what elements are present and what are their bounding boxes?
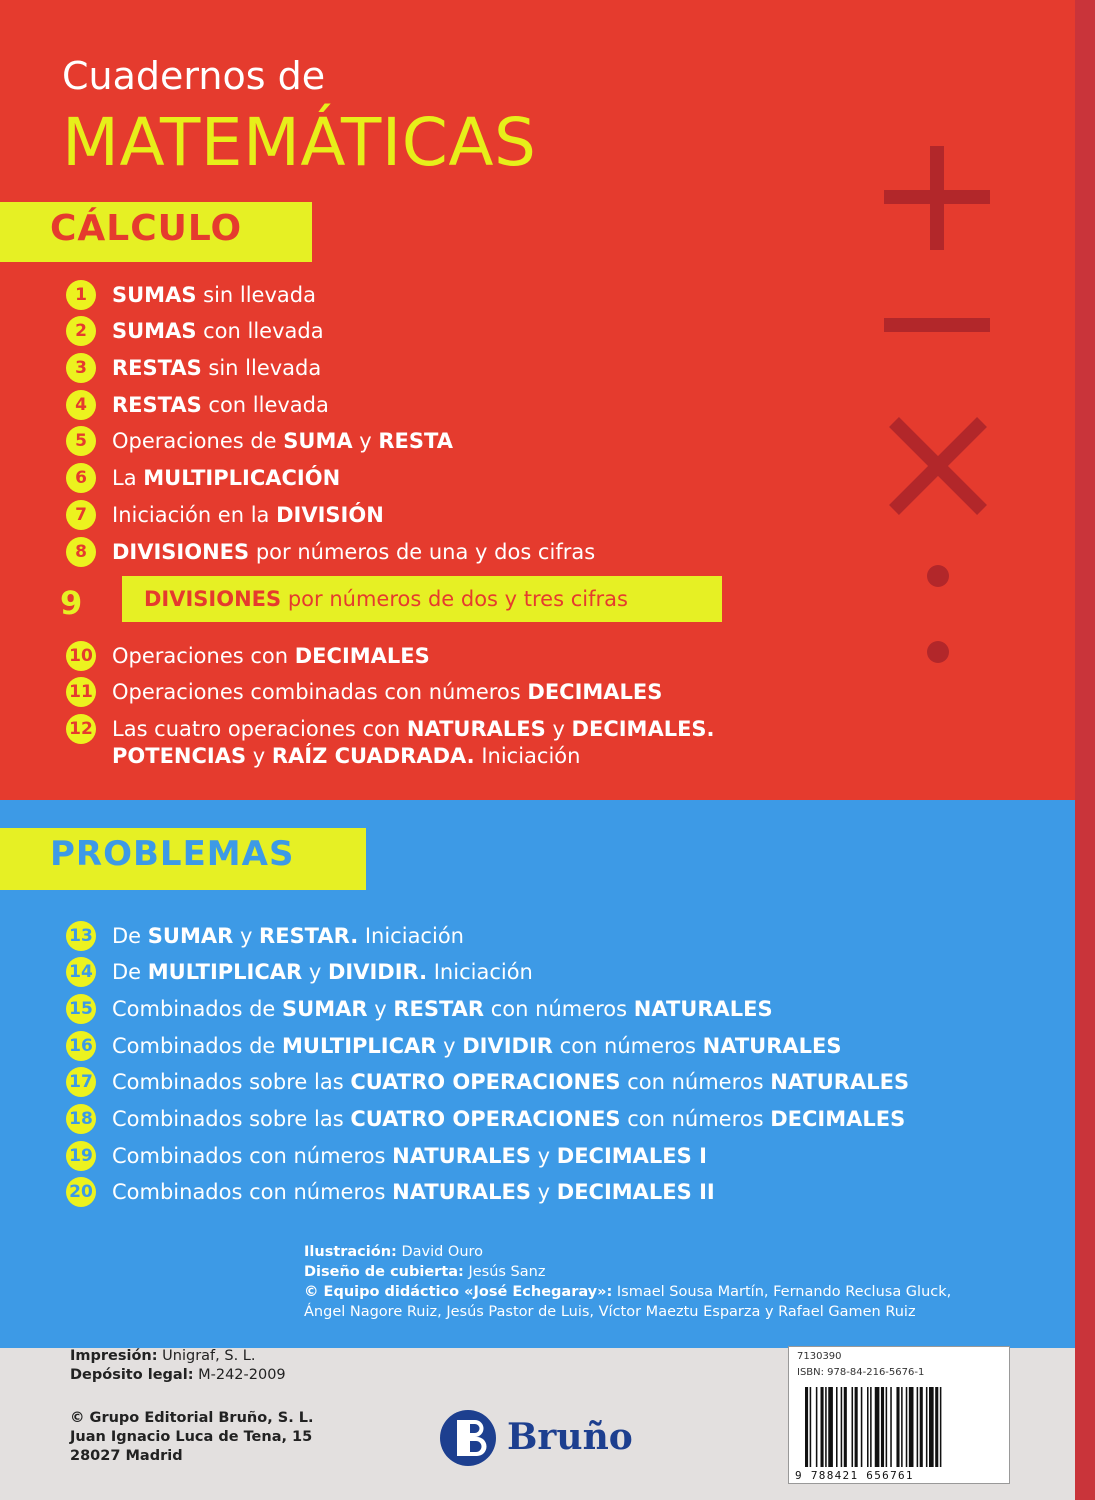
item-bold: MULTIPLICAR <box>282 1034 437 1058</box>
item-bold2: RESTA <box>378 429 453 453</box>
item-12-line2 <box>112 744 580 768</box>
barcode-bar <box>852 1387 854 1467</box>
list-item <box>66 957 533 987</box>
credit-team <box>304 1282 951 1302</box>
item-number-badge: 8 <box>66 537 96 567</box>
line2-bold2: RAÍZ CUADRADA. <box>271 744 475 768</box>
barcode-bar <box>810 1387 812 1467</box>
item-mid: y <box>367 997 394 1021</box>
highlight-text <box>144 587 628 611</box>
barcode-bar <box>940 1387 942 1467</box>
item-pre: Combinados sobre las <box>112 1107 351 1131</box>
item-bold: SUMAS <box>112 283 197 307</box>
item-pre: Operaciones combinadas con números <box>112 680 528 704</box>
problemas-label: PROBLEMAS <box>0 828 366 890</box>
item-number-badge: 13 <box>66 921 96 951</box>
item-mid: y <box>530 1144 557 1168</box>
highlight-item <box>122 576 722 622</box>
item-number-badge: 4 <box>66 390 96 420</box>
item-number-badge: 6 <box>66 463 96 493</box>
barcode-bar <box>867 1387 869 1467</box>
deposito-value: M-242-2009 <box>193 1367 286 1383</box>
list-item <box>66 316 324 346</box>
list-item <box>66 994 773 1024</box>
item-bold: SUMAR <box>282 997 368 1021</box>
deposito-label: Depósito legal: <box>70 1367 194 1383</box>
item-bold3: NATURALES <box>702 1034 842 1058</box>
item-12-line2-text <box>112 744 580 768</box>
item-number-badge: 16 <box>66 1031 96 1061</box>
item-bold: CUATRO OPERACIONES <box>350 1107 621 1131</box>
impresion <box>70 1347 286 1366</box>
item-pre: Combinados sobre las <box>112 1070 351 1094</box>
list-item <box>66 353 321 383</box>
series-title: MATEMÁTICAS <box>62 104 537 181</box>
design-value: Jesús Sanz <box>463 1264 546 1280</box>
item-text <box>112 429 453 453</box>
item-bold: DECIMALES <box>294 644 430 668</box>
item-pre: De <box>112 924 148 948</box>
item-bold3: DECIMALES <box>770 1107 906 1131</box>
item-pre: Las cuatro operaciones con <box>112 717 407 741</box>
list-item <box>66 390 329 420</box>
item-rest: con números <box>620 1070 771 1094</box>
item-bold: RESTAS <box>112 356 202 380</box>
item-pre: Combinados de <box>112 1034 283 1058</box>
item-bold2: DECIMALES I <box>556 1144 707 1168</box>
item-text <box>112 997 773 1021</box>
item-rest: con números <box>484 997 634 1021</box>
item-mid: y <box>545 717 572 741</box>
item-number-badge: 2 <box>66 316 96 346</box>
illus-value: David Ouro <box>396 1244 484 1260</box>
item-number-badge: 17 <box>66 1067 96 1097</box>
item-bold: CUATRO OPERACIONES <box>350 1070 621 1094</box>
item-bold2: DIVIDIR <box>462 1034 553 1058</box>
item-pre: Combinados con números <box>112 1144 393 1168</box>
item-bold: NATURALES <box>392 1180 531 1204</box>
item-rest: con números <box>552 1034 703 1058</box>
item-text <box>112 540 595 564</box>
item-text <box>112 319 324 343</box>
times-icon <box>894 422 982 510</box>
item-bold: DIVISIONES <box>112 540 250 564</box>
credit-design <box>304 1262 951 1282</box>
item-bold3: NATURALES <box>633 997 773 1021</box>
item-bold: MULTIPLICACIÓN <box>143 466 341 490</box>
item-text <box>112 283 316 307</box>
item-rest: sin llevada <box>196 283 316 307</box>
item-bold: SUMAR <box>147 924 234 948</box>
barcode-bar <box>841 1387 843 1467</box>
item-number-badge: 18 <box>66 1104 96 1134</box>
book-spine <box>1075 0 1095 1500</box>
item-bold2: DIVIDIR. <box>327 960 428 984</box>
minus-icon <box>884 318 990 332</box>
item-number-badge: 19 <box>66 1141 96 1171</box>
item-rest: con llevada <box>196 319 324 343</box>
item-mid: y <box>233 924 260 948</box>
item-pre: Combinados con números <box>112 1180 393 1204</box>
bruno-logo-icon <box>437 1402 499 1472</box>
barcode-bar <box>870 1387 872 1467</box>
barcode-icon <box>805 1387 995 1469</box>
line2-rest: Iniciación <box>474 744 581 768</box>
item-text <box>112 503 384 527</box>
series-pretitle: Cuadernos de <box>62 54 326 98</box>
list-item <box>66 500 384 530</box>
isbn-internal-code: 7130390 <box>797 1351 842 1362</box>
item-text <box>112 1034 842 1058</box>
list-item <box>66 1141 707 1171</box>
barcode-bar <box>825 1387 827 1467</box>
print-info <box>70 1347 286 1385</box>
list-item <box>66 1104 905 1134</box>
barcode-bar <box>920 1387 923 1467</box>
barcode-bar <box>886 1387 888 1467</box>
calculo-label: CÁLCULO <box>0 202 312 262</box>
line2-mid: y <box>246 744 272 768</box>
barcode-bar <box>861 1387 863 1467</box>
list-item <box>66 463 340 493</box>
item-pre: Operaciones de <box>112 429 284 453</box>
team-label: © Equipo didáctico «José Echegaray»: <box>304 1284 613 1300</box>
barcode-bar <box>821 1387 824 1467</box>
list-item <box>66 677 662 707</box>
barcode-bar <box>890 1387 892 1467</box>
barcode-bar <box>909 1387 914 1467</box>
item-bold2: RESTAR <box>393 997 485 1021</box>
list-item <box>66 426 453 456</box>
list-item <box>66 1177 715 1207</box>
item-pre: Combinados de <box>112 997 283 1021</box>
barcode-bar <box>935 1387 938 1467</box>
isbn-number: ISBN: 978-84-216-5676-1 <box>797 1367 925 1378</box>
item-number-badge: 11 <box>66 677 96 707</box>
list-item <box>66 537 595 567</box>
item-mid: y <box>302 960 328 984</box>
barcode-bar <box>901 1387 903 1467</box>
barcode-bar <box>844 1387 847 1467</box>
plus-icon <box>884 146 990 250</box>
list-item <box>66 1031 842 1061</box>
item-number-badge: 12 <box>66 714 96 744</box>
highlight-number: 9 <box>60 584 83 622</box>
item-bold2: DECIMALES. <box>571 717 715 741</box>
item-rest: con llevada <box>201 393 329 417</box>
item-text <box>112 356 321 380</box>
line2-bold: POTENCIAS <box>112 744 247 768</box>
brand-name: Bruño <box>507 1416 633 1458</box>
item-text <box>112 393 329 417</box>
item-pre: De <box>112 960 148 984</box>
item-number-badge: 15 <box>66 994 96 1024</box>
item-rest: Iniciación <box>358 924 464 948</box>
item-bold: NATURALES <box>392 1144 531 1168</box>
illus-label: Ilustración: <box>304 1244 397 1260</box>
highlight-bold: DIVISIONES <box>144 587 282 611</box>
item-rest: Iniciación <box>427 960 533 984</box>
list-item <box>66 714 715 744</box>
item-bold: MULTIPLICAR <box>147 960 303 984</box>
brand-logo <box>437 1402 633 1472</box>
item-bold2: RESTAR. <box>259 924 359 948</box>
item-number-badge: 7 <box>66 500 96 530</box>
item-bold: RESTAS <box>112 393 202 417</box>
publisher-city: 28027 Madrid <box>70 1448 183 1464</box>
barcode-bar <box>917 1387 919 1467</box>
item-text <box>112 717 715 741</box>
barcode-bar <box>896 1387 899 1467</box>
impresion-value: Unigraf, S. L. <box>157 1348 256 1364</box>
deposito <box>70 1366 286 1385</box>
item-bold2: DECIMALES II <box>556 1180 715 1204</box>
barcode-bar <box>805 1387 808 1467</box>
item-text <box>112 960 533 984</box>
credits <box>304 1242 951 1322</box>
barcode-digits: 9 788421 656761 <box>795 1469 914 1482</box>
item-rest: por números de una y dos cifras <box>249 540 596 564</box>
item-bold: SUMAS <box>112 319 197 343</box>
item-text <box>112 1070 909 1094</box>
publisher-name: © Grupo Editorial Bruño, S. L. <box>70 1410 314 1426</box>
barcode-bar <box>816 1387 818 1467</box>
impresion-label: Impresión: <box>70 1348 158 1364</box>
item-number-badge: 20 <box>66 1177 96 1207</box>
item-text <box>112 680 662 704</box>
item-bold: NATURALES <box>406 717 546 741</box>
item-pre: Operaciones con <box>112 644 295 668</box>
item-text <box>112 1144 707 1168</box>
item-text <box>112 1107 905 1131</box>
list-item <box>66 641 430 671</box>
item-rest: con números <box>620 1107 771 1131</box>
publisher-info <box>70 1409 314 1466</box>
publisher-street: Juan Ignacio Luca de Tena, 15 <box>70 1429 313 1445</box>
operator-symbols <box>870 130 1010 690</box>
barcode-bar <box>926 1387 928 1467</box>
item-number-badge: 1 <box>66 280 96 310</box>
barcode-bar <box>881 1387 884 1467</box>
list-item <box>66 921 464 951</box>
item-bold: DIVISIÓN <box>276 503 384 527</box>
item-text <box>112 644 430 668</box>
item-pre: La <box>112 466 144 490</box>
team-value: Ismael Sousa Martín, Fernando Reclusa Gluck, <box>612 1284 952 1300</box>
barcode-bar <box>929 1387 934 1467</box>
item-rest: sin llevada <box>201 356 322 380</box>
item-text <box>112 1180 715 1204</box>
credit-team-line2: Ángel Nagore Ruiz, Jesús Pastor de Luis, Víctor Maeztu Esparza y Rafael Gamen Ruiz <box>304 1304 916 1320</box>
barcode-bar <box>836 1387 838 1467</box>
item-text <box>112 466 340 490</box>
item-number-badge: 3 <box>66 353 96 383</box>
item-number-badge: 14 <box>66 957 96 987</box>
item-bold: SUMA <box>283 429 353 453</box>
list-item <box>66 1067 909 1097</box>
barcode-bar <box>906 1387 908 1467</box>
list-item <box>66 280 316 310</box>
item-mid: y <box>352 429 379 453</box>
divide-icon <box>927 565 949 663</box>
item-bold3: NATURALES <box>770 1070 910 1094</box>
item-mid: y <box>436 1034 463 1058</box>
barcode-bar <box>828 1387 833 1467</box>
design-label: Diseño de cubierta: <box>304 1264 464 1280</box>
item-bold: DECIMALES <box>527 680 663 704</box>
item-text <box>112 924 464 948</box>
item-number-badge: 5 <box>66 426 96 456</box>
item-number-badge: 10 <box>66 641 96 671</box>
highlight-rest: por números de dos y tres cifras <box>281 587 628 611</box>
barcode-bar <box>855 1387 858 1467</box>
item-mid: y <box>530 1180 557 1204</box>
item-pre: Iniciación en la <box>112 503 277 527</box>
barcode-bar <box>875 1387 880 1467</box>
credit-illustration <box>304 1242 951 1262</box>
isbn-box <box>788 1346 1010 1484</box>
